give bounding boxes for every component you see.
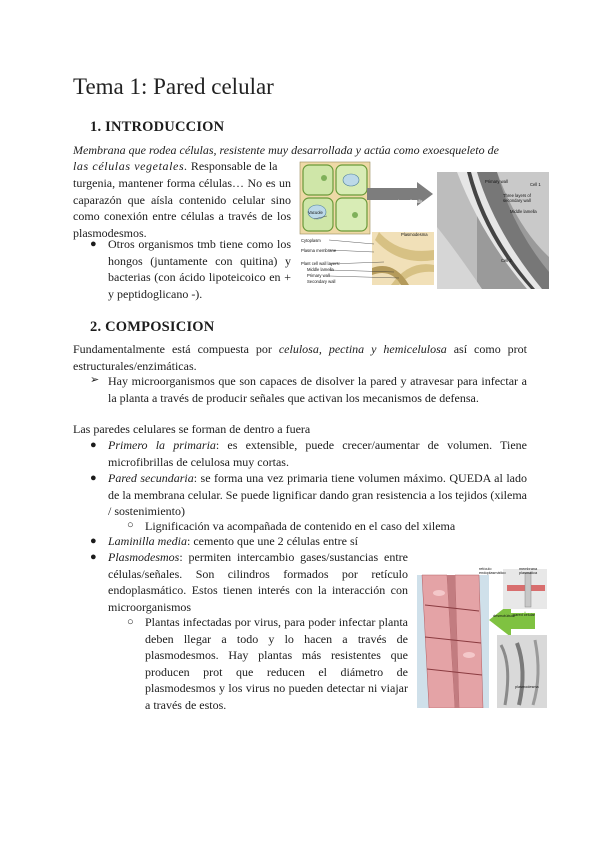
micro-label-middle-lamella: Middle lamella xyxy=(510,209,537,214)
intro-bullet-text: Otros organismos tmb tiene como los hongos (juntamente con quitina) y bacterias (con ácido lipoteicoico en + y peptidoglicano -). xyxy=(108,237,291,301)
layer-plasmodesmos-term: Plasmodesmos xyxy=(108,550,180,564)
fig1-label-middle-lamella: Middle lamella xyxy=(307,267,334,272)
fig2-label-membrana: membrana plasmática xyxy=(519,567,538,575)
composicion-p1-b: así como prot estructurales/enzimáticas. xyxy=(73,342,527,373)
arrow-icon: ➢ xyxy=(90,373,100,386)
bullet-icon: ● xyxy=(90,439,97,451)
cell-wall-diagram xyxy=(299,160,434,285)
fig2-label-desmotubulo: desmotúbulo xyxy=(493,614,515,618)
intro-italic-2: las células vegetales. xyxy=(73,159,188,173)
composicion-p1-italic: celulosa, pectina y hemicelulosa xyxy=(278,342,447,356)
bullet-icon: ● xyxy=(90,535,97,547)
fig1-label-secondary-wall: Secondary wall xyxy=(307,279,336,284)
micrograph-svg xyxy=(437,172,549,289)
layer-plasmodesmos-text: : permiten intercambio gases/sustancias entre células/señales. Son cilindros formados por retículo endoplasmático. Estos tienen interés con la interacción con microorganismos xyxy=(108,550,408,614)
intro-paragraph: turgenia, mantener forma células… No es un caparazón que aísla contenido celular sino como conexión entre células a través de los plasmodesmos. xyxy=(73,176,291,240)
fig1-label-plant-cell-walls: Plant cell walls xyxy=(395,199,423,204)
plasmodesma-diagram xyxy=(417,565,547,708)
cell-wall-micrograph xyxy=(437,172,549,289)
layer-middle-lamella-text: : cemento que une 2 células entre sí xyxy=(187,534,358,548)
micro-label-cell-1: Cell 1 xyxy=(530,182,541,187)
fig1-label-vacuole: Vacuole xyxy=(308,210,323,215)
sub-bullet-icon: ○ xyxy=(127,616,134,628)
fig1-label-cytoplasm: Cytoplasm xyxy=(301,238,321,243)
bullet-icon: ● xyxy=(90,551,97,563)
fig1-label-plasma-membrane: Plasma membrane xyxy=(301,248,337,253)
layer-middle-lamella xyxy=(108,533,527,550)
page-title: Tema 1: Pared celular xyxy=(73,74,274,99)
fig2-label-pared: pared celular xyxy=(513,613,535,617)
sub-bullet-icon: ○ xyxy=(127,519,134,531)
micro-label-cell-2: Cell 2 xyxy=(501,258,512,263)
composicion-paragraph xyxy=(73,341,527,374)
intro-line-1 xyxy=(73,142,527,159)
fig1-label-plasmodesma: Plasmodesma xyxy=(401,232,428,237)
intro-italic-1: Membrana que rodea células, resistente muy desarrollada y actúa como exoesqueleto de xyxy=(73,143,499,157)
layer-primary xyxy=(108,437,527,470)
fig1-label-wall-layers: Plant cell wall layers: xyxy=(301,261,340,266)
bullet-icon: ● xyxy=(90,238,97,250)
section-heading-composicion: 2. COMPOSICION xyxy=(90,319,215,335)
fig2-label-reticulo: retículo endoplasmático xyxy=(479,567,506,575)
fig2-label-plasmodesma: plasmodesma xyxy=(515,685,539,689)
micro-label-secondary-wall: Three layers of secondary wall xyxy=(503,193,531,203)
micro-label-primary-wall: Primary wall xyxy=(485,179,508,184)
layers-intro: Las paredes celulares se forman de dentro a fuera xyxy=(73,422,311,436)
layer-secondary-text: : se forma una vez primaria tiene volumen máximo. QUEDA al lado de la membrana celular. Se puede lignificar dando gran resistencia a los tejidos (xilema / sostenimiento) xyxy=(108,471,527,519)
fig1-label-primary-wall: Primary wall xyxy=(307,273,330,278)
layer-secondary-sub: Lignificación va acompañada de contenido en el caso del xilema xyxy=(145,519,456,533)
composicion-p1-a: Fundamentalmente está compuesta por xyxy=(73,342,279,356)
layer-primary-text: : es extensible, puede crecer/aumentar de volumen. Tiene microfibrillas de celulosa muy cortas. xyxy=(108,438,528,469)
intro-line-2 xyxy=(73,158,293,175)
bullet-icon: ● xyxy=(90,472,97,484)
plasmodesmos-sub: Plantas infectadas por virus, para poder infectar planta deben llegar a todo y lo hacen a través de plasmodesmos. Hay plantas más resistentes que producen prot que reducen el diámetro de plasmodesmos y los virus no pueden detectar ni viajar a través de estos. xyxy=(145,615,408,712)
section-heading-introduccion: 1. INTRODUCCION xyxy=(90,119,225,135)
microorganism-note: Hay microorganismos que son capaces de disolver la pared y atravesar para infectar a la planta a través de producir señales que activan los mecanismos de defensa. xyxy=(108,374,527,405)
layer-secondary xyxy=(108,470,527,520)
intro-line-2-rest: Responsable de la xyxy=(187,159,278,173)
layer-secondary-term: Pared secundaria xyxy=(108,471,194,485)
layer-primary-term: Primero la primaria xyxy=(108,438,216,452)
layer-plasmodesmos xyxy=(108,549,408,615)
layer-middle-lamella-term: Laminilla media xyxy=(108,534,188,548)
